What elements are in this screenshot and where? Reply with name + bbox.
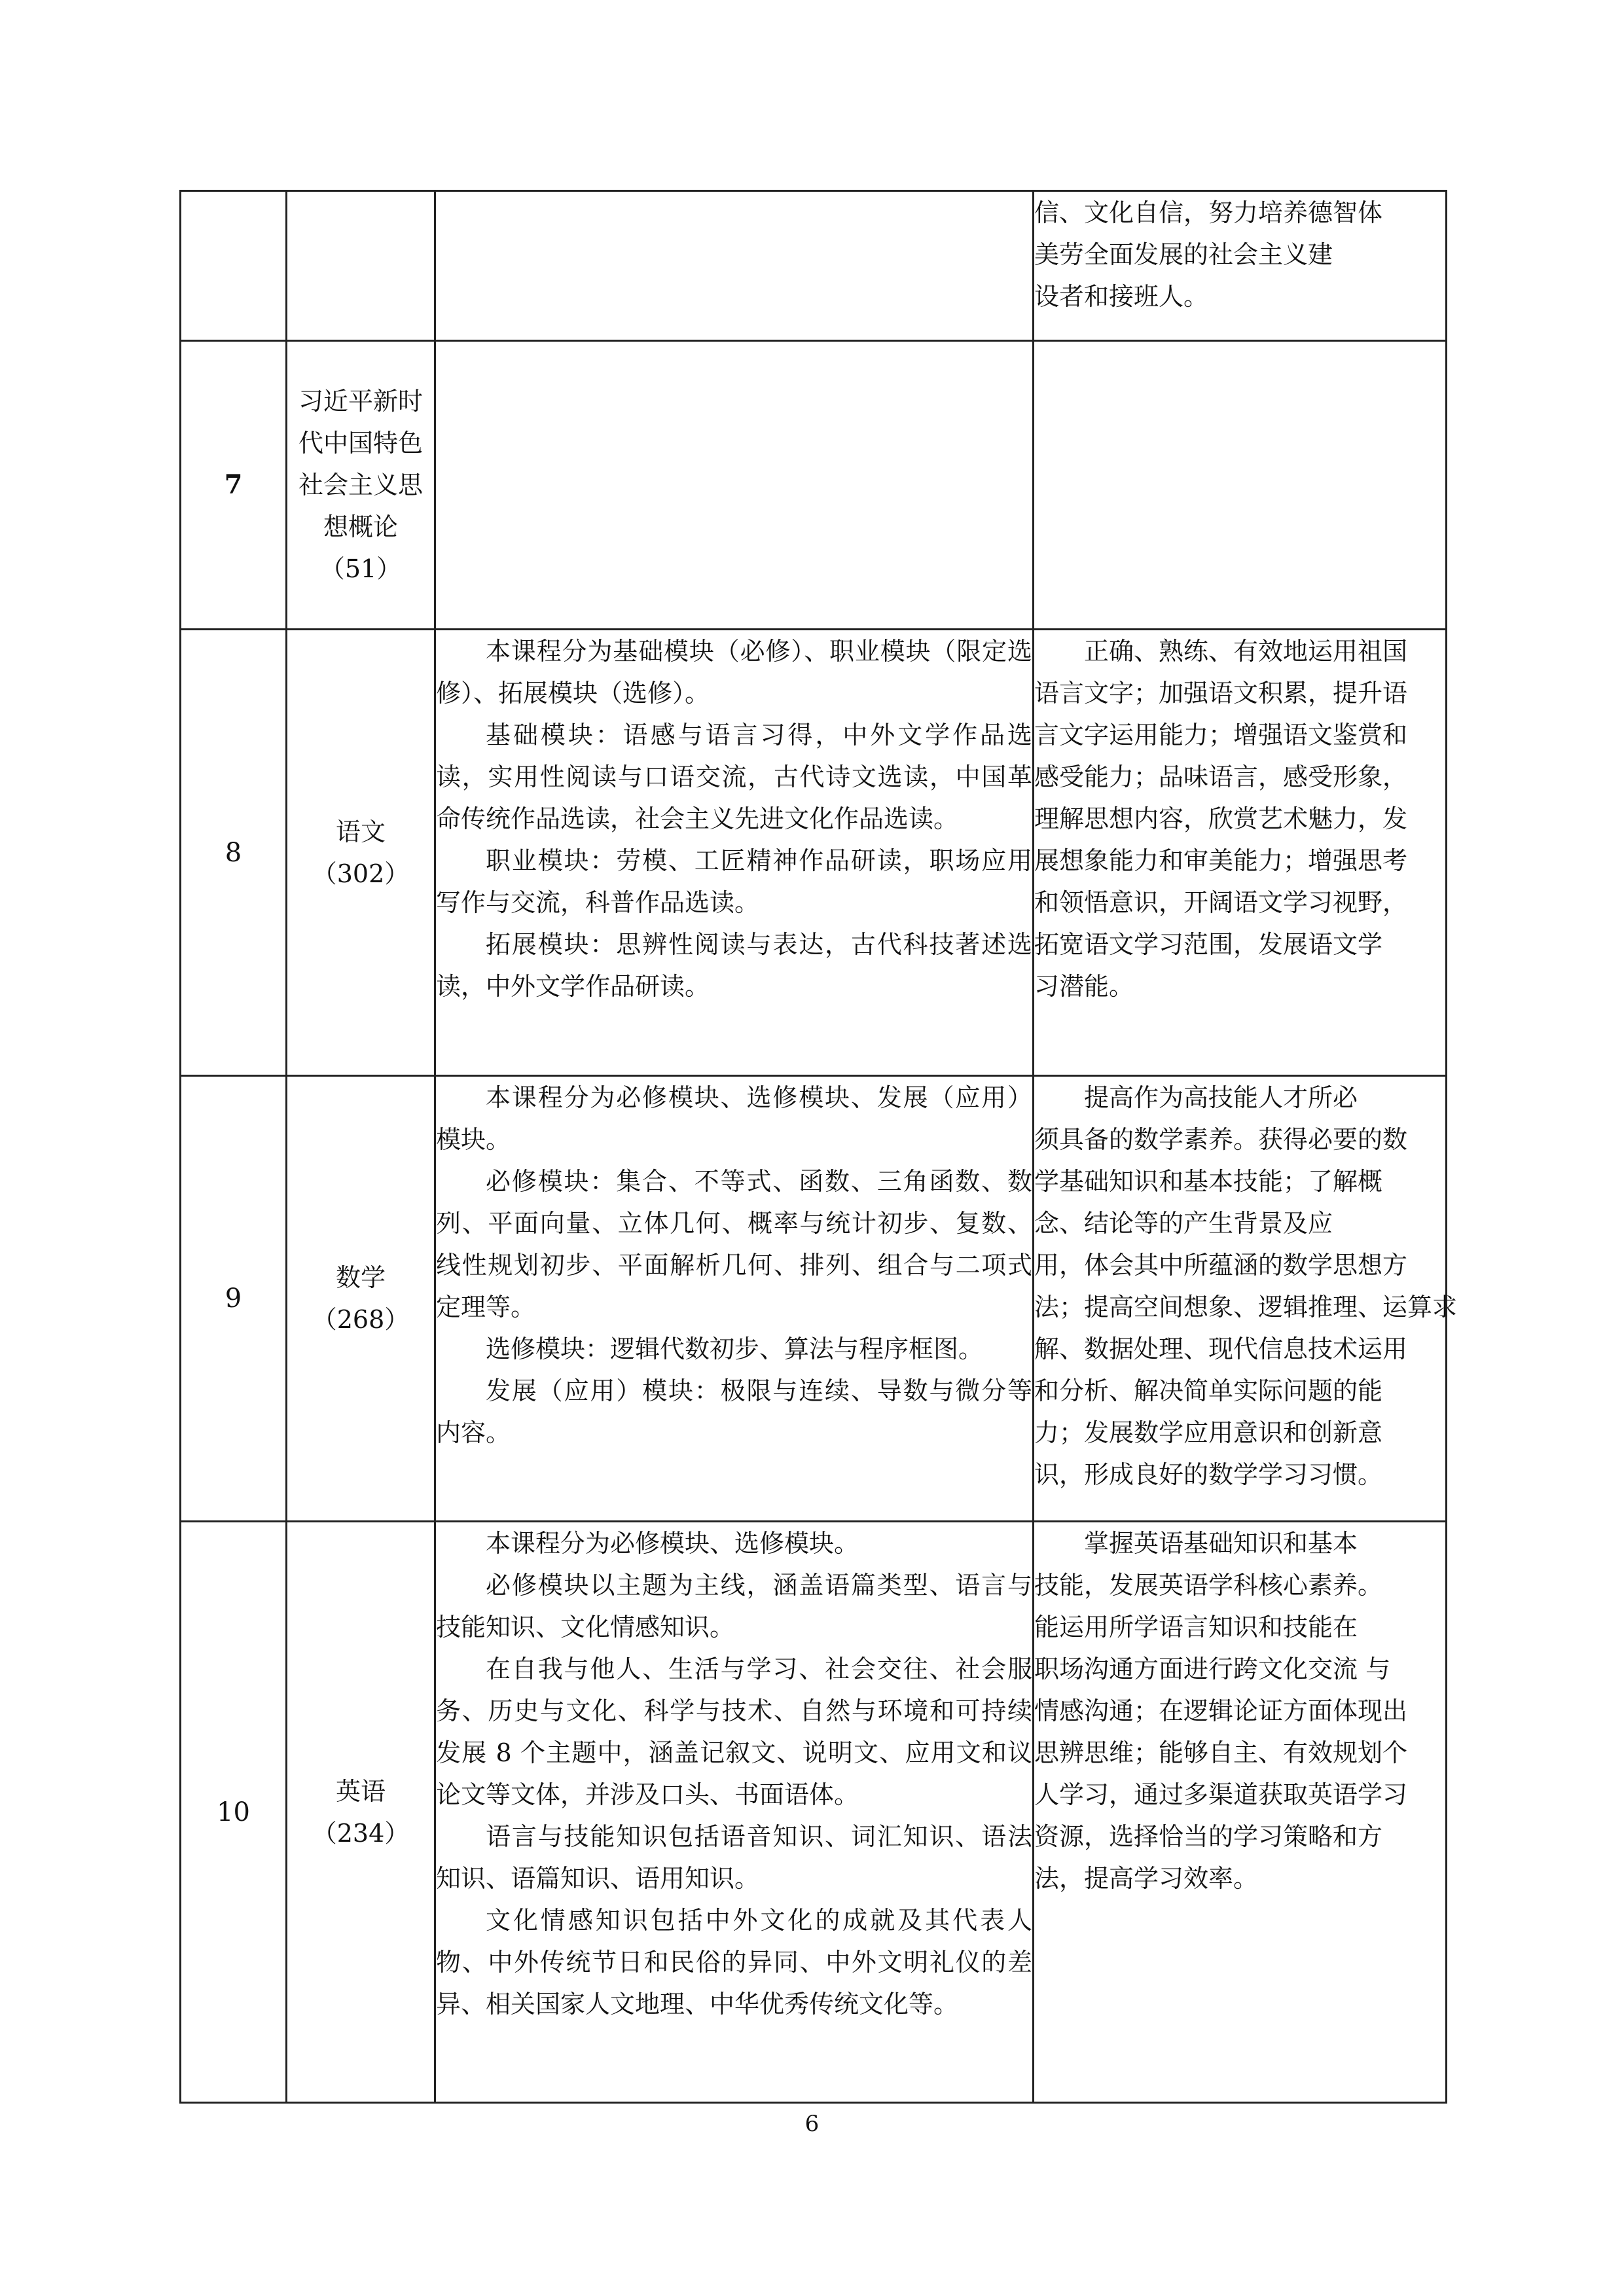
- course-goal-cell: [1034, 1522, 1447, 2103]
- course-goal-cell: [1034, 630, 1447, 1076]
- course-content-cell: [435, 1076, 1034, 1522]
- goal-line: 掌握英语基础知识和基本: [1084, 1529, 1358, 1558]
- content-paragraph: 文化情感知识包括中外文化的成就及其代表人物、中外传统节日和民俗的异同、中外文明礼仪的差异、相关国家人文地理、中华优秀传统文化等。: [436, 1906, 1032, 2018]
- course-name-line: 想概论: [323, 512, 398, 541]
- table-row: [181, 630, 1447, 1076]
- row-number: 7: [181, 341, 287, 630]
- content-paragraph: 必修模块：集合、不等式、函数、三角函数、数列、平面向量、立体几何、概率与统计初步、复数、线性规划初步、平面解析几何、排列、组合与二项式定理等。: [436, 1167, 1032, 1321]
- goal-line: 言文字运用能力；增强语文鉴赏和: [1034, 721, 1408, 749]
- course-content-cell: [435, 341, 1034, 630]
- content-paragraph: 拓展模块：思辨性阅读与表达，古代科技著述选读，中外文学作品研读。: [436, 930, 1032, 1001]
- course-content-cell: [435, 191, 1034, 341]
- course-goal-cell: [1034, 1076, 1458, 1522]
- course-content-cell: [435, 630, 1034, 1076]
- row-number: [181, 191, 287, 341]
- content-paragraph: 必修模块以主题为主线，涵盖语篇类型、语言与技能知识、文化情感知识。: [436, 1571, 1032, 1641]
- goal-line: 技能，发展英语学科核心素养。: [1034, 1571, 1383, 1600]
- course-hours: （51）: [319, 554, 402, 583]
- goal-line: 能运用所学语言知识和技能在: [1034, 1613, 1358, 1641]
- goal-line: 展想象能力和审美能力；增强思考: [1034, 846, 1408, 875]
- curriculum-table: [179, 190, 1458, 2104]
- row-number: 10: [181, 1522, 287, 2103]
- goal-line: 学基础知识和基本技能；了解概: [1034, 1167, 1383, 1196]
- goal-line: 人学习，通过多渠道获取英语学习: [1034, 1780, 1408, 1809]
- goal-line: 思辨思维；能够自主、有效规划个: [1034, 1738, 1408, 1767]
- goal-line: 法，提高学习效率。: [1034, 1864, 1259, 1893]
- row-number: 9: [181, 1076, 287, 1522]
- goal-line: 用，体会其中所蕴涵的数学思想方: [1034, 1251, 1408, 1280]
- goal-line: 和分析、解决简单实际问题的能: [1034, 1376, 1383, 1405]
- goal-line: 理解思想内容，欣赏艺术魅力，发: [1034, 804, 1408, 833]
- table-row: [181, 1522, 1447, 2103]
- content-paragraph: 本课程分为基础模块（必修）、职业模块（限定选修）、拓展模块（选修）。: [436, 637, 1032, 708]
- goal-line: 力；发展数学应用意识和创新意: [1034, 1418, 1383, 1447]
- goal-line: 须具备的数学素养。获得必要的数: [1034, 1125, 1408, 1154]
- goal-line: 信、文化自信，努力培养德智体: [1034, 198, 1383, 227]
- course-name-line: 语文: [335, 817, 386, 846]
- goal-line: 习潜能。: [1034, 972, 1134, 1001]
- goal-line: 美劳全面发展的社会主义建: [1034, 240, 1333, 269]
- content-paragraph: 本课程分为必修模块、选修模块、发展（应用）模块。: [436, 1083, 1032, 1154]
- content-paragraph: 基础模块：语感与语言习得，中外文学作品选读，实用性阅读与口语交流，古代诗文选读，中国革命传统作品选读，社会主义先进文化作品选读。: [436, 721, 1032, 833]
- course-name-line: 数学: [335, 1263, 386, 1292]
- content-paragraph: 语言与技能知识包括语音知识、词汇知识、语法知识、语篇知识、语用知识。: [436, 1822, 1032, 1893]
- row-number: 8: [181, 630, 287, 1076]
- course-name-cell: [287, 1076, 435, 1522]
- table-row: [181, 341, 1447, 630]
- goal-line: 提高作为高技能人才所必: [1084, 1083, 1358, 1112]
- goal-line: 情感沟通；在逻辑论证方面体现出: [1034, 1696, 1408, 1725]
- page-number: 6: [804, 2111, 820, 2137]
- course-name-cell: [287, 341, 435, 630]
- goal-line: 语言文字；加强语文积累，提升语: [1034, 679, 1408, 708]
- goal-line: 职场沟通方面进行跨文化交流 与: [1034, 1655, 1391, 1683]
- course-hours: （234）: [312, 1818, 410, 1848]
- content-paragraph: 职业模块：劳模、工匠精神作品研读，职场应用写作与交流，科普作品选读。: [436, 846, 1032, 917]
- course-goal-cell: [1034, 341, 1447, 630]
- course-hours: （268）: [312, 1305, 410, 1334]
- course-name-line: 英语: [335, 1776, 386, 1806]
- course-name-cell: [287, 630, 435, 1076]
- course-name-line: 社会主义思: [298, 471, 423, 499]
- goal-line: 正确、熟练、有效地运用祖国: [1084, 637, 1408, 666]
- content-paragraph: 本课程分为必修模块、选修模块。: [486, 1529, 859, 1558]
- table-row: [181, 1076, 1447, 1522]
- goal-line: 和领悟意识，开阔语文学习视野，: [1034, 888, 1408, 917]
- course-goal-cell: [1034, 191, 1447, 341]
- goal-line: 拓宽语文学习范围，发展语文学: [1034, 930, 1383, 959]
- goal-line: 解、数据处理、现代信息技术运用: [1034, 1335, 1408, 1363]
- goal-line: 资源，选择恰当的学习策略和方: [1034, 1822, 1383, 1851]
- course-name-cell: [287, 1522, 435, 2103]
- course-name-line: 代中国特色: [298, 429, 423, 457]
- course-name-cell: [287, 191, 435, 341]
- goal-line: 念、结论等的产生背景及应: [1034, 1209, 1333, 1238]
- course-content-cell: [435, 1522, 1034, 2103]
- goal-line: 设者和接班人。: [1034, 282, 1209, 311]
- goal-line: 识，形成良好的数学学习习惯。: [1034, 1460, 1383, 1489]
- table-row: [181, 191, 1447, 341]
- course-name-line: 习近平新时: [298, 387, 423, 416]
- goal-line: 感受能力；品味语言，感受形象，: [1034, 762, 1408, 791]
- content-paragraph: 在自我与他人、生活与学习、社会交往、社会服务、历史与文化、科学与技术、自然与环境和可持续发展 8 个主题中，涵盖记叙文、说明文、应用文和议论文等文体，并涉及口头、书面语体。: [436, 1655, 1032, 1809]
- content-paragraph: 发展（应用）模块：极限与连续、导数与微分等内容。: [436, 1376, 1032, 1447]
- goal-line: 法；提高空间想象、逻辑推理、运算求: [1034, 1293, 1458, 1321]
- course-hours: （302）: [312, 859, 410, 888]
- content-paragraph: 选修模块：逻辑代数初步、算法与程序框图。: [486, 1335, 984, 1363]
